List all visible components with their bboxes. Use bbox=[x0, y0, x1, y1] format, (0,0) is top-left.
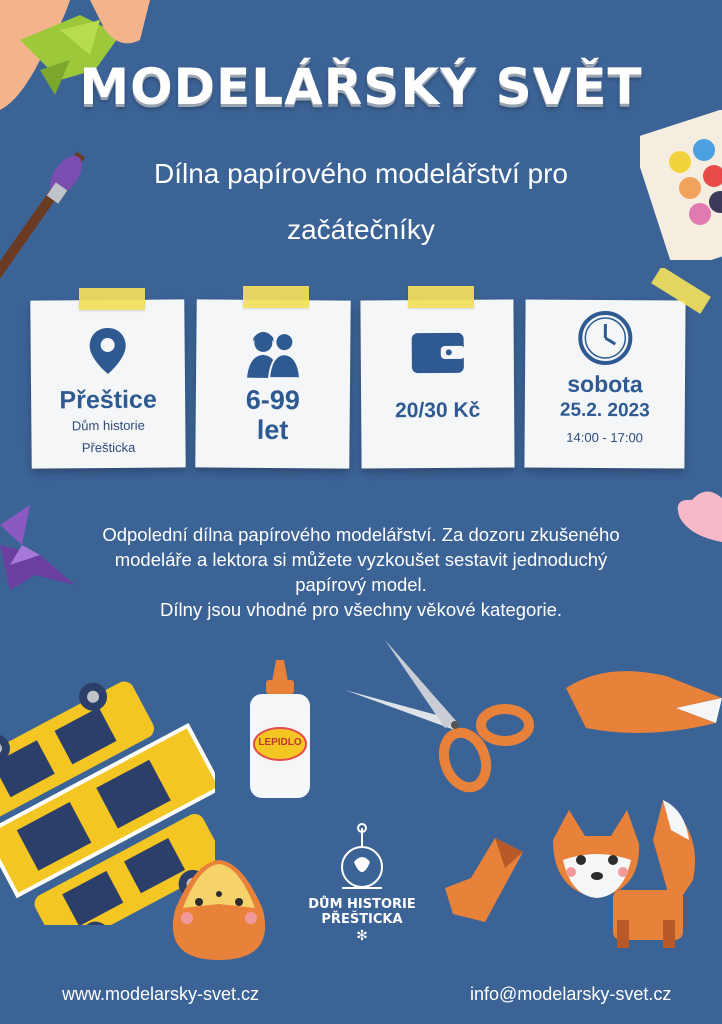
children-icon bbox=[243, 328, 303, 379]
glue-label: LEPIDLO bbox=[258, 737, 302, 748]
tape-strip bbox=[408, 286, 474, 308]
wallet-icon bbox=[410, 332, 464, 376]
poster-title: MODELÁŘSKÝ SVĚT bbox=[79, 58, 643, 116]
paper-fox-decoration bbox=[553, 800, 713, 950]
snowflake-icon: ✻ bbox=[356, 927, 368, 943]
age-card bbox=[195, 299, 350, 468]
footer-website[interactable]: www.modelarsky-svet.cz bbox=[62, 984, 260, 1004]
paper-fox-face-decoration bbox=[163, 860, 275, 960]
glue-bottle bbox=[248, 660, 312, 800]
tape-strip bbox=[79, 288, 145, 310]
poster-subtitle: Dílna papírového modelářství pro začátečníky bbox=[154, 158, 568, 245]
logo-emblem-icon bbox=[332, 822, 392, 892]
location-city: Přeštice bbox=[59, 385, 157, 415]
age-range: 6-99 bbox=[245, 384, 301, 416]
description-line: Dílny jsou vhodné pro všechny věkové kategorie. bbox=[159, 599, 563, 620]
paint-palette-decoration bbox=[640, 110, 722, 260]
event-description bbox=[60, 522, 662, 622]
logo-name-line1: DŮM HISTORIE bbox=[308, 897, 416, 912]
date-card bbox=[524, 299, 685, 468]
description-line: papírový model. bbox=[295, 574, 427, 595]
date-time: 14:00 - 17:00 bbox=[566, 429, 643, 446]
scissors-decoration bbox=[345, 640, 535, 795]
clock-icon bbox=[577, 310, 633, 366]
paintbrush-decoration bbox=[0, 145, 85, 295]
dum-historie-logo bbox=[300, 822, 424, 962]
age-unit: let bbox=[256, 414, 289, 446]
tape-strip bbox=[648, 268, 714, 314]
glue-bottle-icon bbox=[248, 660, 312, 800]
price-card bbox=[360, 299, 514, 468]
location-line1: Dům historie bbox=[71, 417, 145, 434]
footer-email[interactable]: info@modelarsky-svet.cz bbox=[470, 984, 672, 1004]
tape-strip bbox=[243, 286, 309, 308]
paper-fox-ear-decoration bbox=[566, 668, 722, 738]
description-line: Odpolední dílna papírového modelářství. Za dozoru zkušeného bbox=[102, 524, 620, 545]
date-date: 25.2. 2023 bbox=[559, 399, 650, 422]
date-day: sobota bbox=[567, 370, 643, 398]
logo-name-line2: PŘEŠTICKA bbox=[321, 912, 403, 927]
description-line: modeláře a lektora si můžete vyzkoušet sestavit jednoduchý bbox=[114, 549, 608, 570]
paper-piece-decoration bbox=[445, 838, 525, 922]
price-value: 20/30 Kč bbox=[394, 398, 481, 423]
heart-decoration bbox=[676, 488, 722, 544]
location-pin-icon bbox=[87, 326, 127, 376]
location-line2: Přešticka bbox=[81, 439, 136, 456]
location-card bbox=[30, 299, 185, 468]
